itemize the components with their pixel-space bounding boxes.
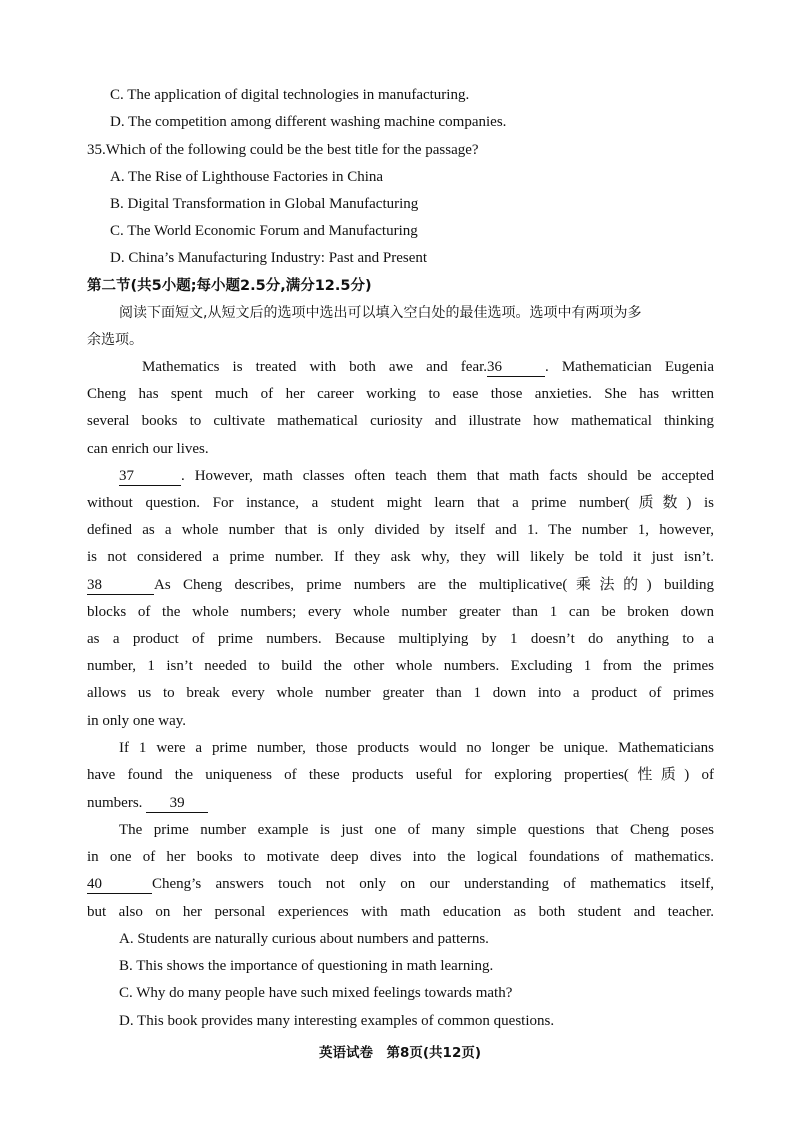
passage-p2-line6: blocks of the whole numbers; every whole number greater than 1 can be broken down [87, 604, 714, 620]
section-title: 第二节(共5小题;每小题2.5分,满分12.5分) [87, 278, 372, 294]
passage-text: numbers. [87, 795, 143, 811]
passage-text: Cheng’s answers touch not only on our understanding of mathematics itself, [152, 876, 714, 892]
passage-p2-line2: without question. For instance, a student might learn that a prime number(质数) is [87, 495, 714, 511]
passage-text: Mathematics is treated with both awe and fear. [142, 359, 488, 375]
passage-p2-line8: number, 1 isn’t needed to build the other whole numbers. Excluding 1 from the primes [87, 658, 714, 674]
passage-text: As Cheng describes, prime numbers are the multiplicative(乘法的) building [154, 577, 714, 593]
option-b: B. This shows the importance of questioning in math learning. [119, 958, 494, 974]
q34-option-d: D. The competition among different washing machine companies. [110, 114, 507, 130]
option-a: A. Students are naturally curious about numbers and patterns. [119, 931, 489, 947]
blank-36: 36 [487, 359, 545, 377]
passage-p4-line4: but also on her personal experiences with math education as both student and teacher. [87, 904, 714, 920]
q35-question: 35.Which of the following could be the best title for the passage? [87, 142, 479, 158]
option-d: D. This book provides many interesting examples of common questions. [119, 1013, 555, 1029]
option-c: C. Why do many people have such mixed feelings towards math? [119, 985, 513, 1001]
passage-p4-line3 [87, 874, 714, 894]
passage-p2-line9: allows us to break every whole number greater than 1 down into a product of primes [87, 685, 714, 701]
q35-option-d: D. China’s Manufacturing Industry: Past and Present [110, 250, 428, 266]
passage-p2-line5 [87, 575, 714, 595]
passage-p1-line3: several books to cultivate mathematical curiosity and illustrate how mathematical thinking [87, 413, 714, 429]
q35-option-b: B. Digital Transformation in Global Manufacturing [110, 196, 419, 212]
passage-p3-line1: If 1 were a prime number, those products would no longer be unique. Mathematicians [119, 740, 714, 756]
passage-p2-line7: as a product of prime numbers. Because multiplying by 1 doesn’t do anything to a [87, 631, 714, 647]
blank-39: 39 [146, 795, 208, 813]
passage-p1-line1 [142, 357, 714, 377]
blank-37: 37 [119, 468, 181, 486]
section-instructions-1: 阅读下面短文,从短文后的选项中选出可以填入空白处的最佳选项。选项中有两项为多 [119, 305, 642, 321]
passage-p1-line4: can enrich our lives. [87, 441, 209, 457]
q35-option-c: C. The World Economic Forum and Manufacturing [110, 223, 418, 239]
passage-p4-line2: in one of her books to motivate deep dives into the logical foundations of mathematics. [87, 849, 714, 865]
blank-38: 38 [87, 577, 154, 595]
passage-p3-line2: have found the uniqueness of these products useful for exploring properties(性质) of [87, 767, 714, 783]
q35-option-a: A. The Rise of Lighthouse Factories in China [110, 169, 384, 185]
section-instructions-2: 余选项。 [87, 332, 143, 348]
passage-p4-line1: The prime number example is just one of many simple questions that Cheng poses [119, 822, 714, 838]
blank-40: 40 [87, 876, 152, 894]
passage-p2-line1 [119, 466, 714, 486]
passage-p2-line3: defined as a whole number that is only divided by itself and 1. The number 1, however, [87, 522, 714, 538]
q34-option-c: C. The application of digital technologies in manufacturing. [110, 87, 470, 103]
passage-p2-line10: in only one way. [87, 713, 187, 729]
passage-text: . Mathematician Eugenia [545, 359, 714, 375]
passage-text: . However, math classes often teach them that math facts should be accepted [181, 468, 714, 484]
passage-p3-line3 [87, 793, 208, 813]
page-footer: 英语试卷 第8页(共12页) [318, 1045, 482, 1061]
passage-p2-line4: is not considered a prime number. If they ask why, they will likely be told it just isn’t. [87, 549, 714, 565]
passage-p1-line2: Cheng has spent much of her career working to ease those anxieties. She has written [87, 386, 714, 402]
